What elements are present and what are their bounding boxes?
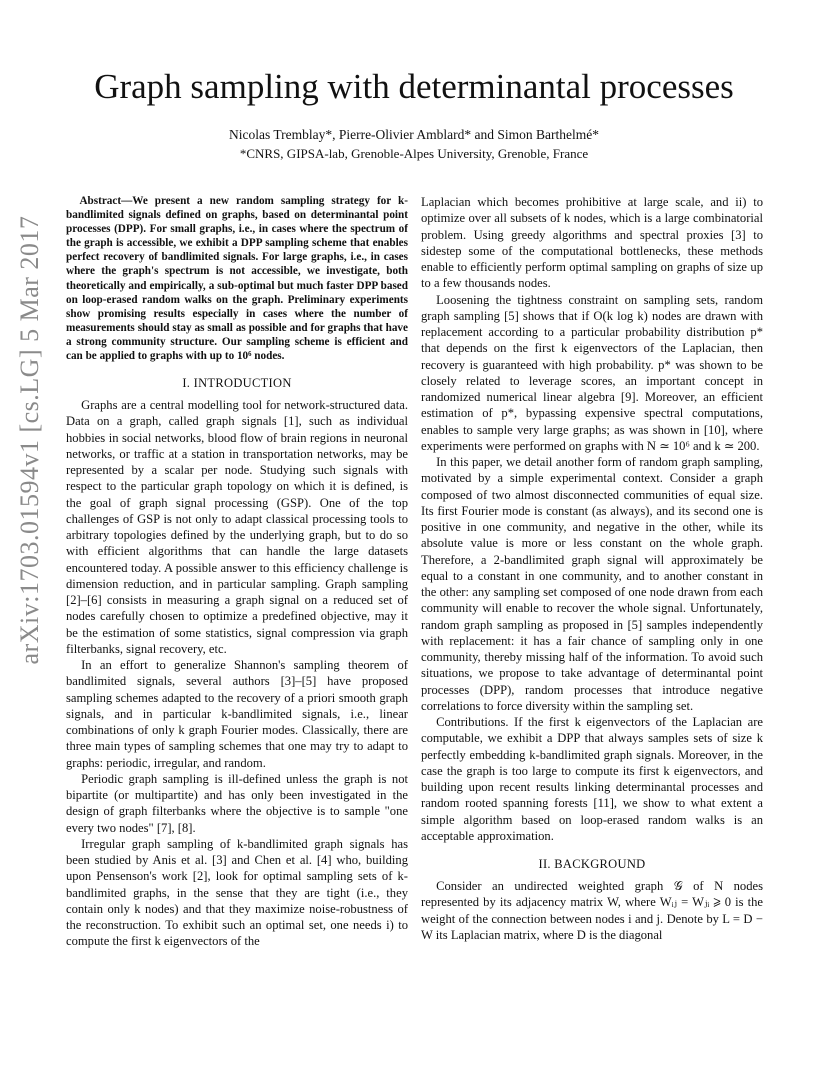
left-column xyxy=(66,194,408,950)
section-heading-introduction: I. INTRODUCTION xyxy=(182,376,292,391)
paragraph: In this paper, we detail another form of random graph sampling, motivated by a simple experimental context. Consider a graph composed of two almost disconnected communities of equal size. Its first Fourier mode is constant (as always), and its second one is positive in one community, and negative in the other, while its absolute value is more or less constant on the whole graph. Therefore, a 2-bandlimited graph signal will approximately be equal to a constant in one community, and to another constant in the other: any sampling set composed of one node drawn from each community will enable to recover the whole signal. Unfortunately, random graph sampling as proposed in [5] samples independently with replacement: it has a fair chance of sampling only in one community, thereby missing half of the information. To avoid such situations, we propose to take advantage of determinantal point processes (DPP), random processes that introduce negative correlations to force diversity within the sampling set. xyxy=(421,455,763,713)
arxiv-identifier: arXiv:1703.01594v1 [cs.LG] 5 Mar 2017 xyxy=(15,215,44,665)
affiliation: *CNRS, GIPSA-lab, Grenoble-Alpes University, Grenoble, France xyxy=(239,146,589,161)
paragraph: Irregular graph sampling of k-bandlimited graph signals has been studied by Anis et al. [3] and Chen et al. [4] who, building upon Pensenson's work [2], look for optimal sampling sets of k-bandlimited graphs, in the sense that they are tight (i.e., they contain only k nodes) and that they maximize noise-robustness of the reconstruction. To exhibit such an optimal set, one needs i) to compute the first k eigenvectors of the xyxy=(66,836,408,949)
paragraph: Loosening the tightness constraint on sampling sets, random graph sampling [5] shows that if O(k log k) nodes are drawn with replacement according to a particular probability distribution p* that depends on the first k eigenvectors of the Laplacian, then recovery is guaranteed with high probability. p* was shown to be closely related to leverage scores, an important concept in randomized numerical linear algebra [9]. Moreover, an efficient estimation of p*, bypassing expensive spectral computations, enables to sample very large graphs; as was shown in [10], where experiments were performed on graphs with N ≃ 10⁶ and k ≃ 200. xyxy=(421,292,763,453)
paragraph: Laplacian which becomes prohibitive at large scale, and ii) to optimize over all subsets of k nodes, which is a large combinatorial problem. Using greedy algorithms and spectral proxies [3] to sidestep some of the computational bottlenecks, these methods enable to efficiently perform optimal sampling on graphs of size up to a few thousands nodes. xyxy=(421,195,763,291)
paper-title: Graph sampling with determinantal processes xyxy=(94,67,734,106)
paragraph: In an effort to generalize Shannon's sampling theorem of bandlimited signals, several authors [3]–[5] have proposed sampling schemes adapted to the recovery of a priori smooth graph signals, and in particular k-bandlimited signals, i.e., linear combinations of only k graph Fourier modes. Classically, there are three main types of sampling schemes that one may try to adapt to graphs: periodic, irregular, and random. xyxy=(66,658,408,770)
paragraph: Periodic graph sampling is ill-defined unless the graph is not bipartite (or multipartite) and has only been investigated in the design of graph filterbanks where the objective is to sample "one every two nodes" [7], [8]. xyxy=(66,771,408,835)
arxiv-sidebar xyxy=(6,160,54,720)
paragraph: Consider an undirected weighted graph 𝒢 of N nodes represented by its adjacency matrix W, where Wᵢⱼ = Wⱼᵢ ⩾ 0 is the weight of the connection between nodes i and j. Denote by L = D − W its Laplacian matrix, where D is the diagonal xyxy=(421,879,763,942)
right-column xyxy=(421,194,763,943)
abstract: Abstract—We present a new random sampling strategy for k-bandlimited signals defined on graphs, based on determinantal point processes (DPP). For small graphs, i.e., in cases where the spectrum of the graph is accessible, we exhibit a DPP sampling scheme that enables perfect recovery of bandlimited signals. For large graphs, i.e., in cases where the graph's spectrum is not accessible, we investigate, both theoretically and empirically, a sub-optimal but much faster DPP based on loop-erased random walks on the graph. Preliminary experiments show promising results especially in cases where the number of measurements should stay as small as possible and for graphs that have a strong community structure. Our sampling scheme is efficient and can be applied to graphs with up to 10⁶ nodes. xyxy=(66,195,408,363)
author-list: Nicolas Tremblay*, Pierre-Olivier Amblard* and Simon Barthelmé* xyxy=(228,127,600,142)
section-heading-background: II. BACKGROUND xyxy=(538,857,646,871)
paragraph: Graphs are a central modelling tool for network-structured data. Data on a graph, called graph signals [1], such as individual hobbies in social networks, blood flow of brain regions in neuronal networks, or traffic at a station in transportation networks, may be represented by a scalar per node. Studying such signals with respect to the particular graph topology on which it is defined, is the goal of graph signal processing (GSP). One of the top challenges of GSP is not only to adapt classical processing tools to arbitrary topologies defined by the underlying graph, but to do so with efficient algorithms that can handle the large datasets encountered today. A possible answer to this efficiency challenge is dimension reduction, and in particular sampling. Graph sampling [2]–[6] consists in measuring a graph signal on a reduced set of nodes carefully chosen to optimize a predefined objective, may it be the estimation of some statistics, signal compression via graph filterbanks, signal recovery, etc. xyxy=(66,398,408,656)
paragraph: Contributions. If the first k eigenvectors of the Laplacian are computable, we exhibit a DPP that always samples sets of size k perfectly embedding k-bandlimited graph signals. Moreover, in the case the graph is too large to compute its first k eigenvectors, and building upon recent results linking determinantal processes and random rooted spanning forests [11], we show to what extent a simple algorithm based on loop-erased random walks is an acceptable approximation. xyxy=(421,715,763,843)
